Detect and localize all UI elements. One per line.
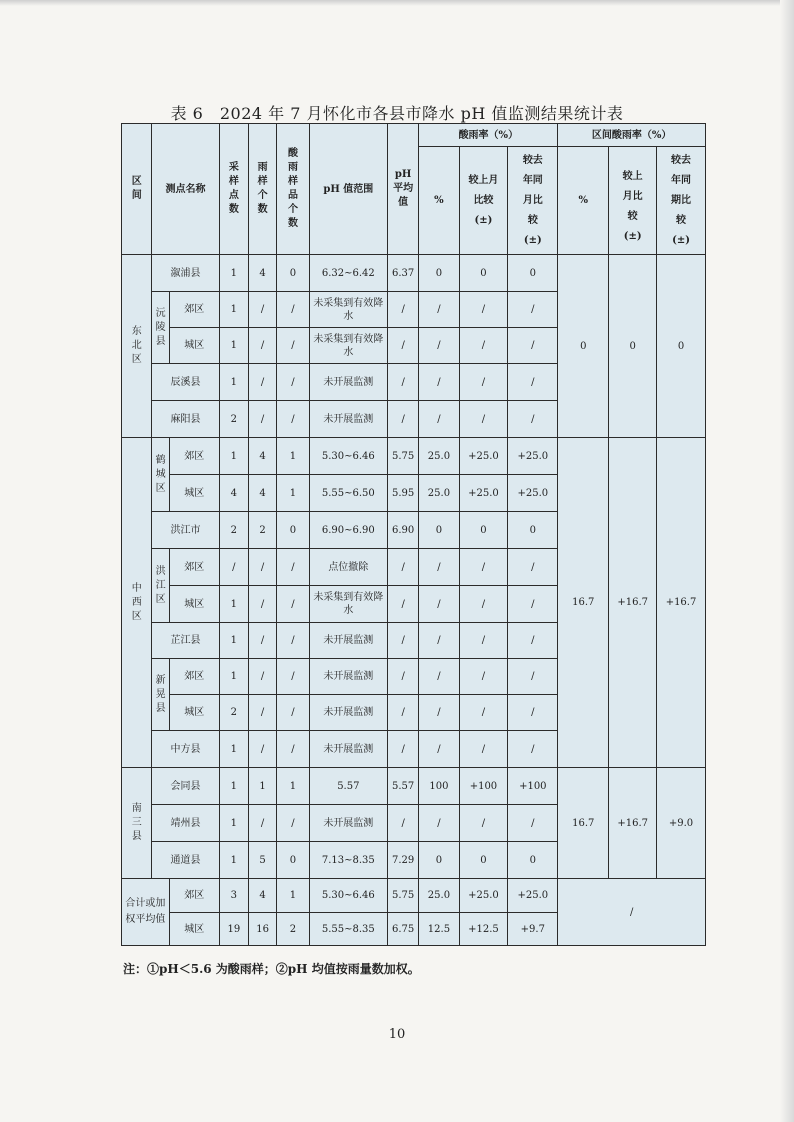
rain-cell: /: [248, 623, 276, 659]
samples-cell: 1: [219, 586, 248, 623]
samples-cell: 1: [219, 292, 248, 328]
table-note: 注：①pH＜5.6 为酸雨样；②pH 均值按雨量数加权。: [123, 962, 420, 976]
acid-cell: /: [277, 623, 310, 659]
rain-cell: /: [248, 401, 276, 438]
region-month-cell: 0: [609, 255, 657, 438]
pct-cell: /: [419, 328, 459, 364]
pct-cell: 0: [419, 255, 459, 292]
range-cell: 点位撤除: [309, 549, 387, 586]
month-cell: +25.0: [459, 438, 508, 475]
header-acid-rate: 酸雨率（%）: [419, 124, 558, 147]
range-cell: 未开展监测: [309, 805, 387, 842]
year-cell: /: [508, 586, 558, 623]
station-cell: 麻阳县: [152, 401, 219, 438]
station-cell: 郊区: [169, 549, 219, 586]
rain-cell: 1: [248, 768, 276, 805]
range-cell: 5.30~6.46: [309, 879, 387, 913]
avg-cell: 5.95: [387, 475, 418, 512]
range-cell: 5.30~6.46: [309, 438, 387, 475]
header-acid-count: 酸雨样品个数: [277, 124, 310, 255]
samples-cell: 2: [219, 401, 248, 438]
samples-cell: 2: [219, 512, 248, 549]
samples-cell: 4: [219, 475, 248, 512]
year-cell: /: [508, 292, 558, 328]
rain-cell: /: [248, 731, 276, 768]
samples-cell: 1: [219, 731, 248, 768]
avg-cell: /: [387, 328, 418, 364]
range-cell: 未开展监测: [309, 659, 387, 695]
year-cell: /: [508, 805, 558, 842]
range-cell: 5.55~8.35: [309, 913, 387, 946]
header-station: 测点名称: [152, 124, 219, 255]
year-cell: /: [508, 731, 558, 768]
year-cell: /: [508, 401, 558, 438]
acid-cell: 1: [277, 438, 310, 475]
range-cell: 5.57: [309, 768, 387, 805]
year-cell: +100: [508, 768, 558, 805]
avg-cell: 6.37: [387, 255, 418, 292]
station-cell: 郊区: [169, 659, 219, 695]
acid-cell: /: [277, 549, 310, 586]
region-rate-cell: 16.7: [558, 438, 609, 768]
rain-cell: /: [248, 292, 276, 328]
samples-cell: 1: [219, 805, 248, 842]
acid-cell: /: [277, 659, 310, 695]
range-cell: 7.13~8.35: [309, 842, 387, 879]
range-cell: 未开展监测: [309, 695, 387, 731]
header-region: 区间: [122, 124, 152, 255]
station-cell: 郊区: [169, 292, 219, 328]
samples-cell: 1: [219, 364, 248, 401]
month-cell: /: [459, 623, 508, 659]
samples-cell: /: [219, 549, 248, 586]
range-cell: 未开展监测: [309, 623, 387, 659]
avg-cell: 5.75: [387, 438, 418, 475]
samples-cell: 1: [219, 623, 248, 659]
avg-cell: 6.90: [387, 512, 418, 549]
pct-cell: 25.0: [419, 879, 459, 913]
acid-cell: /: [277, 292, 310, 328]
pct-cell: /: [419, 586, 459, 623]
pct-cell: 0: [419, 842, 459, 879]
acid-cell: /: [277, 805, 310, 842]
range-cell: 6.32~6.42: [309, 255, 387, 292]
station-cell: 城区: [169, 913, 219, 946]
group-xinhuang: 新晃县: [152, 659, 169, 731]
rain-cell: /: [248, 586, 276, 623]
month-cell: /: [459, 401, 508, 438]
avg-cell: /: [387, 659, 418, 695]
scan-edge: [0, 0, 794, 6]
year-cell: /: [508, 623, 558, 659]
range-cell: 未开展监测: [309, 364, 387, 401]
pct-cell: /: [419, 401, 459, 438]
acid-cell: /: [277, 586, 310, 623]
header-ph-range: pH 值范围: [309, 124, 387, 255]
acid-cell: 2: [277, 913, 310, 946]
pct-cell: /: [419, 731, 459, 768]
range-cell: 未开展监测: [309, 401, 387, 438]
month-cell: /: [459, 731, 508, 768]
pct-cell: 12.5: [419, 913, 459, 946]
month-cell: /: [459, 695, 508, 731]
header-region-vs-month: 较上月比较(±): [609, 147, 657, 255]
samples-cell: 1: [219, 659, 248, 695]
range-cell: 未开展监测: [309, 731, 387, 768]
acid-cell: 0: [277, 842, 310, 879]
pct-cell: /: [419, 623, 459, 659]
year-cell: /: [508, 695, 558, 731]
region-month-cell: +16.7: [609, 438, 657, 768]
month-cell: /: [459, 549, 508, 586]
avg-cell: /: [387, 586, 418, 623]
avg-cell: /: [387, 292, 418, 328]
region-year-cell: +9.0: [657, 768, 706, 879]
region-year-cell: +16.7: [657, 438, 706, 768]
group-hongjiangqu: 洪江区: [152, 549, 169, 623]
month-cell: 0: [459, 842, 508, 879]
region-south: 南三县: [122, 768, 152, 879]
year-cell: +25.0: [508, 438, 558, 475]
avg-cell: 6.75: [387, 913, 418, 946]
region-year-cell: 0: [657, 255, 706, 438]
rain-cell: 16: [248, 913, 276, 946]
year-cell: /: [508, 549, 558, 586]
avg-cell: /: [387, 623, 418, 659]
year-cell: /: [508, 659, 558, 695]
range-cell: 未采集到有效降水: [309, 586, 387, 623]
header-rain-count: 雨样个数: [248, 124, 276, 255]
samples-cell: 1: [219, 842, 248, 879]
region-northeast: 东北区: [122, 255, 152, 438]
acid-cell: /: [277, 695, 310, 731]
station-cell: 城区: [169, 586, 219, 623]
avg-cell: /: [387, 695, 418, 731]
header-vs-month: 较上月比较(±): [459, 147, 508, 255]
header-region-rate: 区间酸雨率（%）: [558, 124, 706, 147]
header-ph-avg: pH平均值: [387, 124, 418, 255]
month-cell: /: [459, 292, 508, 328]
rain-cell: /: [248, 805, 276, 842]
year-cell: +25.0: [508, 879, 558, 913]
acid-cell: 0: [277, 255, 310, 292]
station-cell: 城区: [169, 475, 219, 512]
range-cell: 未采集到有效降水: [309, 328, 387, 364]
pct-cell: /: [419, 659, 459, 695]
region-midwest: 中西区: [122, 438, 152, 768]
region-month-cell: +16.7: [609, 768, 657, 879]
station-cell: 芷江县: [152, 623, 219, 659]
range-cell: 未采集到有效降水: [309, 292, 387, 328]
total-label: 合计或加权平均值: [122, 879, 170, 946]
rain-cell: 4: [248, 255, 276, 292]
month-cell: /: [459, 364, 508, 401]
station-cell: 城区: [169, 695, 219, 731]
pct-cell: 25.0: [419, 438, 459, 475]
rain-cell: /: [248, 328, 276, 364]
table-row: [122, 255, 706, 292]
acid-cell: /: [277, 328, 310, 364]
station-cell: 靖州县: [152, 805, 219, 842]
station-cell: 溆浦县: [152, 255, 219, 292]
table-row: [122, 879, 706, 913]
month-cell: /: [459, 328, 508, 364]
header-region-vs-year: 较去年同期比较(±): [657, 147, 706, 255]
year-cell: 0: [508, 255, 558, 292]
region-rate-cell: 0: [558, 255, 609, 438]
rain-cell: /: [248, 659, 276, 695]
table-row: [122, 438, 706, 475]
month-cell: +25.0: [459, 475, 508, 512]
year-cell: 0: [508, 842, 558, 879]
month-cell: +100: [459, 768, 508, 805]
station-cell: 中方县: [152, 731, 219, 768]
range-cell: 5.55~6.50: [309, 475, 387, 512]
samples-cell: 1: [219, 438, 248, 475]
page-number: 10: [388, 1027, 406, 1042]
samples-cell: 3: [219, 879, 248, 913]
avg-cell: /: [387, 805, 418, 842]
rain-cell: 4: [248, 438, 276, 475]
pct-cell: 0: [419, 512, 459, 549]
rain-cell: 4: [248, 879, 276, 913]
avg-cell: 5.75: [387, 879, 418, 913]
station-cell: 通道县: [152, 842, 219, 879]
samples-cell: 2: [219, 695, 248, 731]
rain-cell: 5: [248, 842, 276, 879]
samples-cell: 1: [219, 255, 248, 292]
station-cell: 郊区: [169, 879, 219, 913]
header-row: [122, 124, 706, 147]
samples-cell: 1: [219, 768, 248, 805]
pct-cell: 100: [419, 768, 459, 805]
avg-cell: /: [387, 401, 418, 438]
acid-cell: /: [277, 401, 310, 438]
station-cell: 城区: [169, 328, 219, 364]
samples-cell: 19: [219, 913, 248, 946]
scan-edge: [780, 0, 794, 1122]
pct-cell: /: [419, 549, 459, 586]
acid-cell: 1: [277, 879, 310, 913]
pct-cell: 25.0: [419, 475, 459, 512]
rain-cell: /: [248, 695, 276, 731]
month-cell: +12.5: [459, 913, 508, 946]
month-cell: /: [459, 659, 508, 695]
month-cell: 0: [459, 512, 508, 549]
header-vs-year: 较去年同月比较(±): [508, 147, 558, 255]
month-cell: 0: [459, 255, 508, 292]
acid-cell: 1: [277, 475, 310, 512]
region-rate-cell: 16.7: [558, 768, 609, 879]
month-cell: /: [459, 586, 508, 623]
station-cell: 辰溪县: [152, 364, 219, 401]
month-cell: /: [459, 805, 508, 842]
station-cell: 会同县: [152, 768, 219, 805]
header-pct: %: [419, 147, 459, 255]
rain-cell: /: [248, 549, 276, 586]
pct-cell: /: [419, 364, 459, 401]
avg-cell: /: [387, 364, 418, 401]
pct-cell: /: [419, 695, 459, 731]
pct-cell: /: [419, 805, 459, 842]
year-cell: /: [508, 364, 558, 401]
rain-cell: 4: [248, 475, 276, 512]
header-region-pct: %: [558, 147, 609, 255]
avg-cell: /: [387, 549, 418, 586]
rain-cell: 2: [248, 512, 276, 549]
rain-cell: /: [248, 364, 276, 401]
avg-cell: 7.29: [387, 842, 418, 879]
pct-cell: /: [419, 292, 459, 328]
group-yuanling: 沅陵县: [152, 292, 169, 364]
acid-cell: 0: [277, 512, 310, 549]
samples-cell: 1: [219, 328, 248, 364]
acid-cell: /: [277, 364, 310, 401]
table-row: [122, 768, 706, 805]
range-cell: 6.90~6.90: [309, 512, 387, 549]
year-cell: /: [508, 328, 558, 364]
acid-cell: /: [277, 731, 310, 768]
group-hecheng: 鹤城区: [152, 438, 169, 512]
station-cell: 洪江市: [152, 512, 219, 549]
year-cell: 0: [508, 512, 558, 549]
table-caption: 表 6 2024 年 7 月怀化市各县市降水 pH 值监测结果统计表: [170, 104, 624, 123]
total-region-rate: /: [558, 879, 706, 946]
avg-cell: 5.57: [387, 768, 418, 805]
acid-cell: 1: [277, 768, 310, 805]
year-cell: +9.7: [508, 913, 558, 946]
avg-cell: /: [387, 731, 418, 768]
header-samples: 采样点数: [219, 124, 248, 255]
year-cell: +25.0: [508, 475, 558, 512]
station-cell: 郊区: [169, 438, 219, 475]
ph-monitoring-table: [121, 123, 706, 946]
month-cell: +25.0: [459, 879, 508, 913]
